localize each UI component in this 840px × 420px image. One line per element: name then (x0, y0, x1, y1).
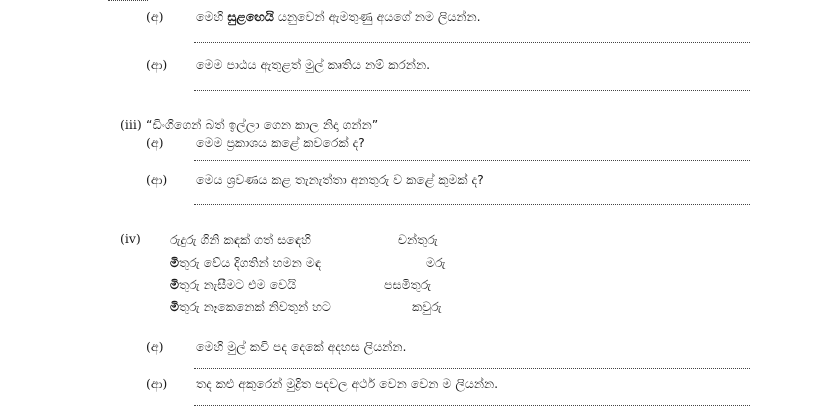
question-text: මෙම පාඨය ඇතුළත් මුල් කෘතිය නම් කරන්න. (196, 57, 431, 72)
answer-line[interactable] (194, 204, 750, 205)
poem-line-end: පසමිතුරු (384, 277, 432, 292)
answer-line[interactable] (194, 42, 750, 43)
question-text: මෙය ශ්‍රවණය කළ තැනැත්තා අනතුරු ව කළේ කුමක් ද? (196, 172, 484, 187)
poem-line: මිතුරු නැසීමට එම වෙයි (170, 277, 297, 292)
quote-text: “ඩිංගිගෙන් බත් ඉල්ලා ගෙන කාල නිදා ගන්න” (146, 117, 379, 132)
answer-line[interactable] (194, 90, 750, 91)
section-number: (iii) (120, 117, 142, 132)
poem-line: මිතුරු වේය දිගතින් හමන මඳ (170, 255, 322, 270)
previous-answer-line (108, 0, 148, 1)
poem-line-end: මරු (426, 255, 446, 270)
question-label: (ආ) (146, 172, 168, 187)
answer-line[interactable] (194, 160, 750, 161)
question-label: (අ) (146, 9, 164, 24)
section-number: (iv) (120, 231, 141, 246)
question-text: මෙම ප්‍රකාශය කළේ කවරෙක් ද? (196, 135, 365, 150)
bold-word: මි (170, 255, 179, 270)
bold-word: මි (170, 277, 179, 292)
question-text: මෙහි සුළඟෙයි යනුවෙන් ඇමතුණු අයගේ නම ලියන්න. (196, 9, 481, 24)
question-text: මෙහි මුල් කවි පද දෙකේ අදහස ලියන්න. (196, 339, 407, 354)
question-label: (ආ) (146, 57, 168, 72)
bold-word: මි (170, 299, 179, 314)
bold-word: සුළඟෙයි (227, 9, 274, 24)
question-label: (අ) (146, 339, 164, 354)
question-text: තද කළු අකුරෙන් මුද්‍රිත පදවල අර්ථ වෙන වෙන ම ලියන්න. (196, 376, 499, 391)
answer-line[interactable] (194, 368, 750, 369)
question-label: (අ) (146, 135, 164, 150)
poem-line-end: කවුරු (412, 299, 442, 314)
poem-line: රුදුරු ගිනි කඳක් ගත් සඳෙහි (170, 232, 311, 247)
answer-line[interactable] (194, 405, 750, 406)
poem-line: මිතුරු නෑකෙනෙක් නිවතුන් හට (170, 299, 331, 314)
poem-line-end: චන්තුරු (398, 232, 438, 247)
question-label: (ආ) (146, 376, 168, 391)
